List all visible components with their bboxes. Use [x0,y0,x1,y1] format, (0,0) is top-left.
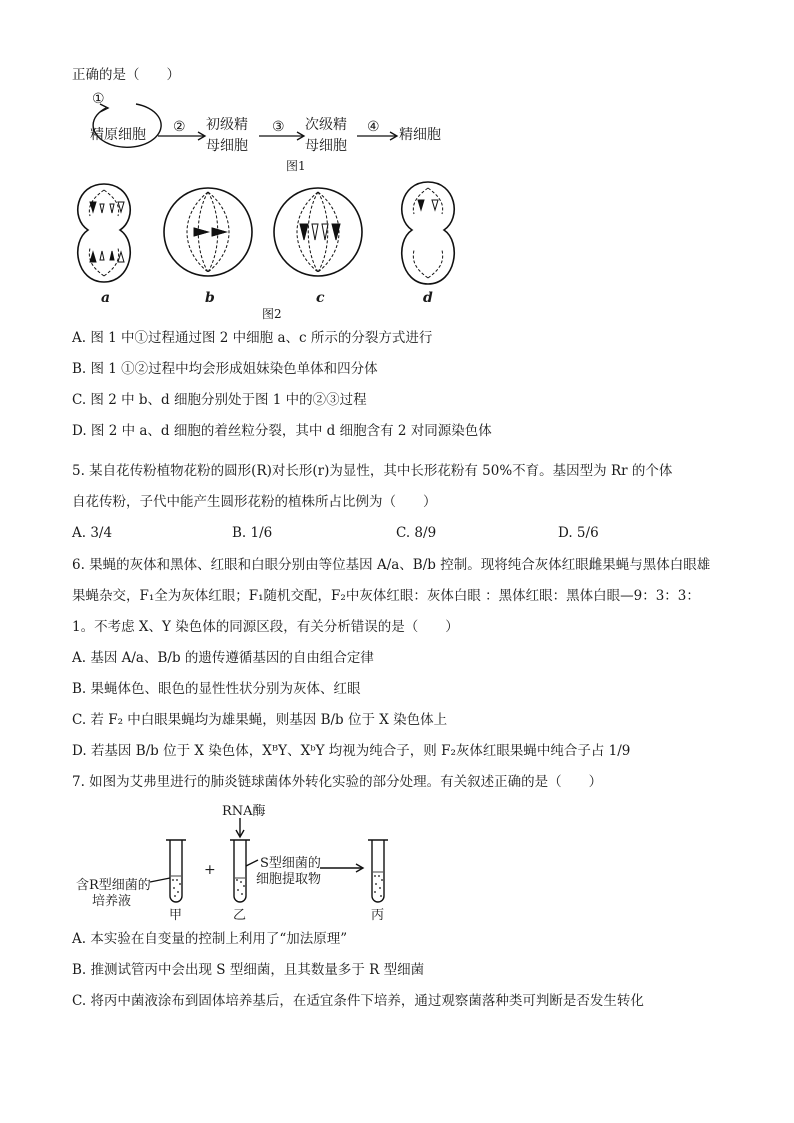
q6-option-a: A. 基因 A/a、B/b 的遗传遵循基因的自由组合定律 [72,650,374,666]
q5-stem-line2: 自花传粉，子代中能产生圆形花粉的植株所占比例为（ ） [72,494,437,510]
cell-sperm: 精细胞 [399,127,441,143]
q7-tubes [0,800,794,930]
q5-option-a: A. 3/4 [72,525,113,541]
q5-option-c: C. 8/9 [396,525,437,541]
cell-label-c: c [316,290,325,306]
q4-option-d: D. 图 2 中 a、d 细胞的着丝粒分裂，其中 d 细胞含有 2 对同源染色体 [72,423,492,439]
step-3-marker: ③ [272,119,285,135]
q4-option-b: B. 图 1 ①②过程中均会形成姐妹染色单体和四分体 [72,361,378,377]
cell-spermatogonium: 精原细胞 [90,127,146,143]
q6-option-b: B. 果蝇体色、眼色的显性性状分别为灰体、红眼 [72,681,361,697]
q6-stem-line1: 6. 果蝇的灰体和黑体、红眼和白眼分别由等位基因 A/a、B/b 控制。现将纯合灰体红眼雌果蝇与黑体白眼雄 [72,557,711,573]
s-extract-label-1: S型细菌的 [260,856,321,871]
cell-label-d: d [423,290,433,306]
figure-1-caption: 图1 [286,159,306,173]
q5-option-d: D. 5/6 [558,525,599,541]
rna-enzyme-label: RNA酶 [222,804,266,819]
s-extract-label-2: 细胞提取物 [256,872,322,887]
r-culture-label-1: 含R型细菌的 [76,878,151,893]
q4-option-c: C. 图 2 中 b、d 细胞分别处于图 1 中的②③过程 [72,392,367,408]
step-2-marker: ② [173,119,186,135]
figure-2-caption: 图2 [262,307,282,321]
figure-1-arrows [0,0,794,180]
tube-label-jia: 甲 [169,908,183,923]
step-4-marker: ④ [367,119,380,135]
q4-option-a: A. 图 1 中①过程通过图 2 中细胞 a、c 所示的分裂方式进行 [72,330,433,346]
figure-2-cells [0,174,794,314]
q6-stem-line3: 1。不考虑 X、Y 染色体的同源区段，有关分析错误的是（ ） [72,619,459,635]
cell-primary-a: 初级精 [206,117,248,133]
cell-secondary-b: 母细胞 [305,138,347,154]
cell-label-b: b [205,290,215,306]
q4-stem: 正确的是（ ） [72,67,180,83]
cell-primary-b: 母细胞 [206,138,248,154]
q7-option-b: B. 推测试管丙中会出现 S 型细菌，且其数量多于 R 型细菌 [72,962,425,978]
q6-option-d: D. 若基因 B/b 位于 X 染色体，XᴮY、XᵇY 均视为纯合子，则 F₂灰体红眼果蝇中纯合子占 1/9 [72,743,631,759]
tube-label-yi: 乙 [233,908,247,923]
cell-label-a: a [101,290,111,306]
tube-label-bing: 丙 [371,908,385,923]
step-1-marker: ① [92,91,105,107]
cell-secondary-a: 次级精 [305,117,347,133]
r-culture-label-2: 培养液 [92,894,132,909]
q7-stem: 7. 如图为艾弗里进行的肺炎链球菌体外转化实验的部分处理。有关叙述正确的是（ ） [72,774,603,790]
plus-sign: + [204,862,216,878]
q6-option-c: C. 若 F₂ 中白眼果蝇均为雄果蝇，则基因 B/b 位于 X 染色体上 [72,712,448,728]
q6-stem-line2: 果蝇杂交，F₁全为灰体红眼；F₁随机交配，F₂中灰体红眼：灰体白眼 ：黑体红眼：黑体白眼—9：3：3： [72,588,700,604]
q5-stem-line1: 5. 某自花传粉植物花粉的圆形(R)对长形(r)为显性，其中长形花粉有 50%不育。基因型为 Rr 的个体 [72,463,673,479]
q7-option-a: A. 本实验在自变量的控制上利用了“加法原理” [72,931,348,947]
q5-option-b: B. 1/6 [232,525,273,541]
q7-option-c: C. 将丙中菌液涂布到固体培养基后，在适宜条件下培养，通过观察菌落种类可判断是否发生转化 [72,993,644,1009]
